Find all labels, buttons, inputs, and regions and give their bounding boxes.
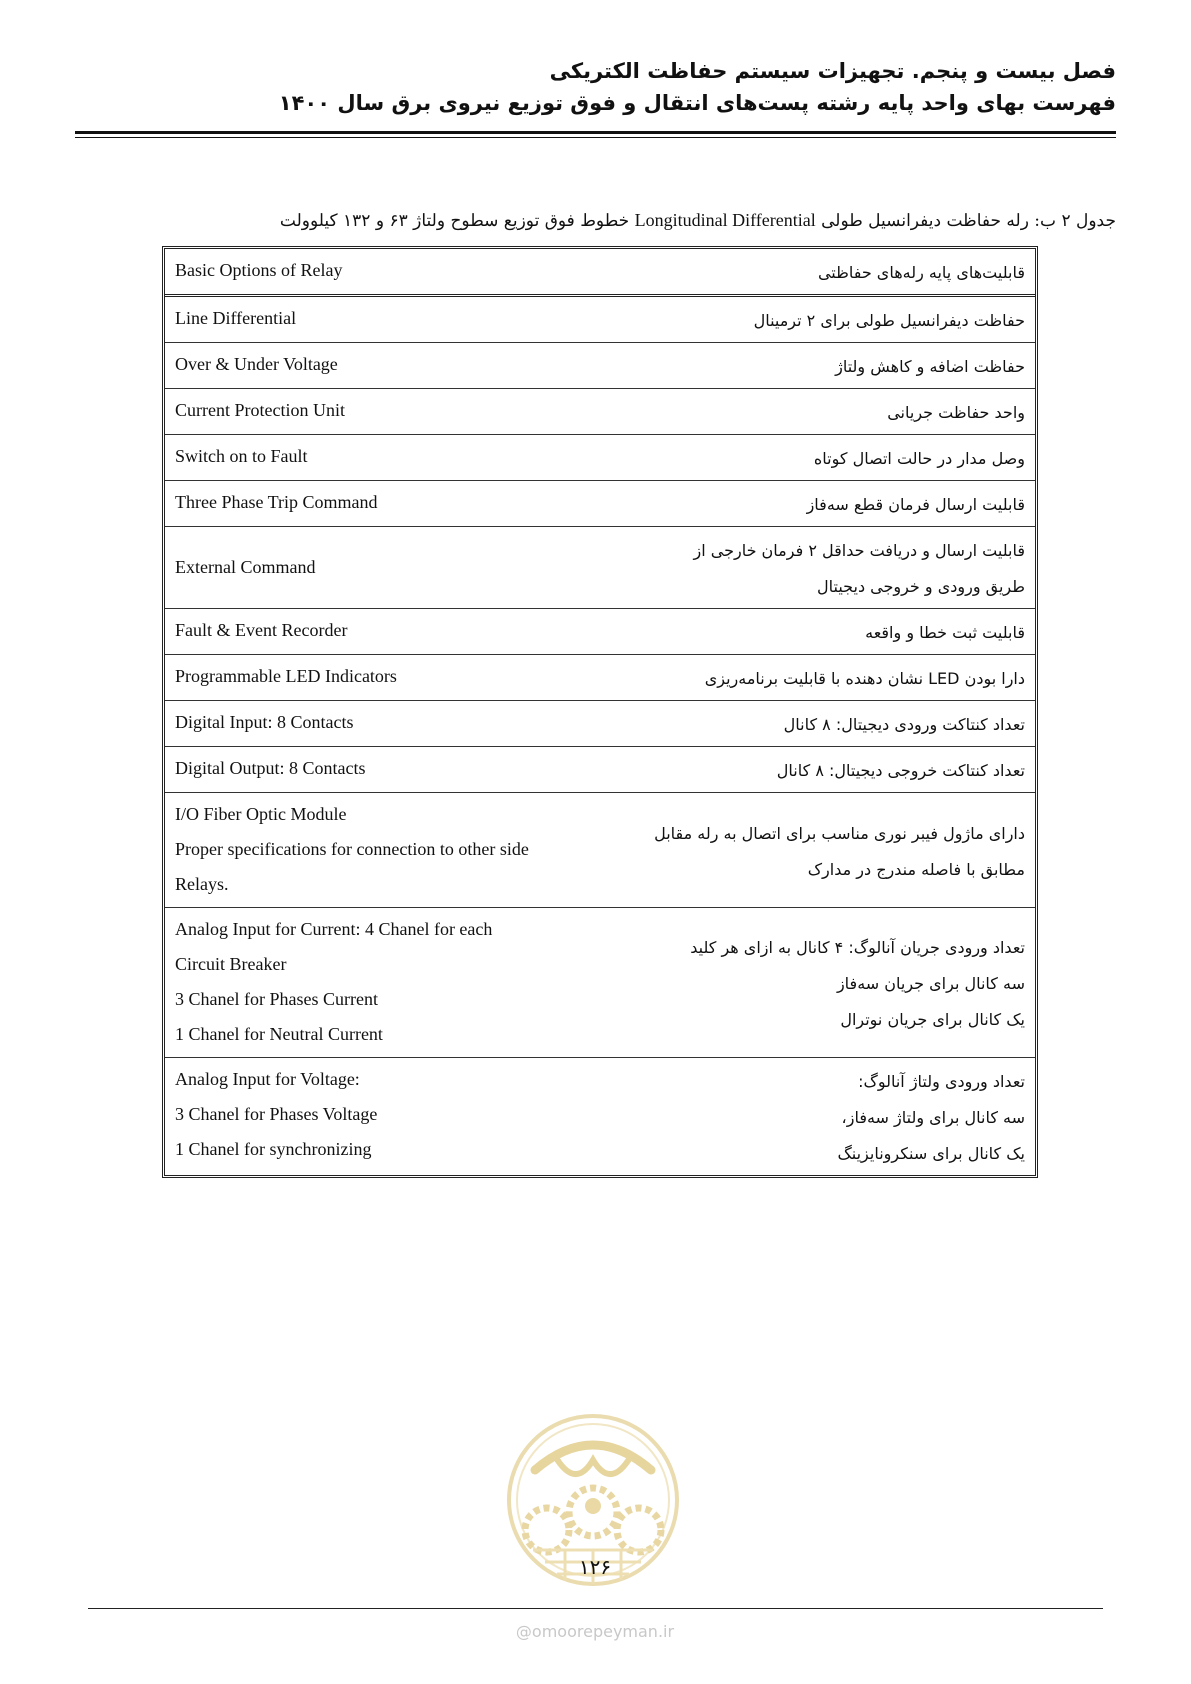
english-cell: Analog Input for Voltage: 3 Chanel for Phases Voltage 1 Chanel for synchronizing	[175, 1069, 378, 1159]
persian-cell: وصل مدار در حالت اتصال کوتاه	[615, 435, 1035, 481]
english-cell: Digital Output: 8 Contacts	[165, 747, 615, 793]
page-header	[75, 55, 1116, 119]
persian-cell: تعداد ورودی جریان آنالوگ: ۴ کانال به ازای هر کلید سه کانال برای جریان سه‌فاز یک کانال برای جریان نوترال	[615, 908, 1035, 1058]
persian-cell: تعداد کنتاکت خروجی دیجیتال: ۸ کانال	[615, 747, 1035, 793]
persian-cell: قابلیت‌های پایه رله‌های حفاظتی	[615, 249, 1035, 296]
table-row	[165, 747, 1035, 793]
page-number: ۱۲۶	[578, 1555, 612, 1579]
table-row	[165, 481, 1035, 527]
gear-icon	[525, 1508, 569, 1552]
document-subtitle: فهرست بهای واحد پایه رشته پست‌های انتقال و فوق توزیع نیروی برق سال ۱۴۰۰	[278, 91, 1116, 115]
persian-cell: تعداد کنتاکت ورودی دیجیتال: ۸ کانال	[615, 701, 1035, 747]
table-row	[165, 249, 1035, 296]
header-rule-thick	[75, 131, 1116, 134]
table-row	[165, 389, 1035, 435]
watermark-logo	[505, 1400, 681, 1630]
table-row	[165, 908, 1035, 1058]
footer-rule	[88, 1608, 1103, 1609]
caption-suffix: خطوط فوق توزیع سطوح ولتاژ ۶۳ و ۱۳۲ کیلوولت	[279, 211, 630, 231]
english-cell: Current Protection Unit	[165, 389, 615, 435]
english-cell: Three Phase Trip Command	[165, 481, 615, 527]
website-watermark: @omoorepeyman.ir	[515, 1622, 675, 1641]
table-row	[165, 793, 1035, 908]
english-cell: Over & Under Voltage	[165, 343, 615, 389]
chapter-title: فصل بیست و پنجم. تجهیزات سیستم حفاظت الکتریکی	[549, 59, 1116, 83]
relay-options-table	[162, 246, 1038, 1178]
table-row	[165, 609, 1035, 655]
table-row	[165, 655, 1035, 701]
english-cell: Switch on to Fault	[165, 435, 615, 481]
persian-cell: حفاظت اضافه و کاهش ولتاژ	[615, 343, 1035, 389]
persian-cell: دارای ماژول فیبر نوری مناسب برای اتصال به رله مقابل مطابق با فاصله مندرج در مدارک	[615, 793, 1035, 908]
caption-english: Longitudinal Differential	[634, 210, 816, 230]
table-row	[165, 701, 1035, 747]
persian-cell: قابلیت ثبت خطا و واقعه	[615, 609, 1035, 655]
english-cell: Digital Input: 8 Contacts	[165, 701, 615, 747]
persian-cell: دارا بودن LED نشان دهنده با قابلیت برنامه‌ریزی	[615, 655, 1035, 701]
table-row	[165, 435, 1035, 481]
logo-script-strokes	[555, 1456, 631, 1474]
table-caption	[160, 210, 1116, 231]
persian-cell: تعداد ورودی ولتاژ آنالوگ: سه کانال برای ولتاژ سه‌فاز، یک کانال برای سنکرونایزینگ	[837, 1072, 1025, 1163]
english-cell: External Command	[165, 527, 615, 609]
table-row	[165, 527, 1035, 609]
header-rule-thin	[75, 137, 1116, 138]
table-row	[165, 1058, 1035, 1176]
persian-cell: واحد حفاظت جریانی	[615, 389, 1035, 435]
persian-cell: حفاظت دیفرانسیل طولی برای ۲ ترمینال	[615, 296, 1035, 343]
english-cell: Line Differential	[165, 296, 615, 343]
english-cell: Programmable LED Indicators	[165, 655, 615, 701]
person-icon	[585, 1498, 601, 1514]
english-cell: Fault & Event Recorder	[165, 609, 615, 655]
english-cell: Basic Options of Relay	[165, 249, 615, 296]
persian-cell: قابلیت ارسال و دریافت حداقل ۲ فرمان خارجی از طریق ورودی و خروجی دیجیتال	[615, 527, 1035, 609]
english-cell: I/O Fiber Optic Module Proper specifications for connection to other side Relays.	[165, 793, 615, 908]
caption-prefix: جدول ۲ ب: رله حفاظت دیفرانسیل طولی	[821, 211, 1116, 231]
persian-cell: قابلیت ارسال فرمان قطع سه‌فاز	[615, 481, 1035, 527]
english-cell: Analog Input for Current: 4 Chanel for each Circuit Breaker 3 Chanel for Phases Current 1 Chanel for Neutral Current	[165, 908, 615, 1058]
table-row	[165, 343, 1035, 389]
table-row	[165, 296, 1035, 343]
